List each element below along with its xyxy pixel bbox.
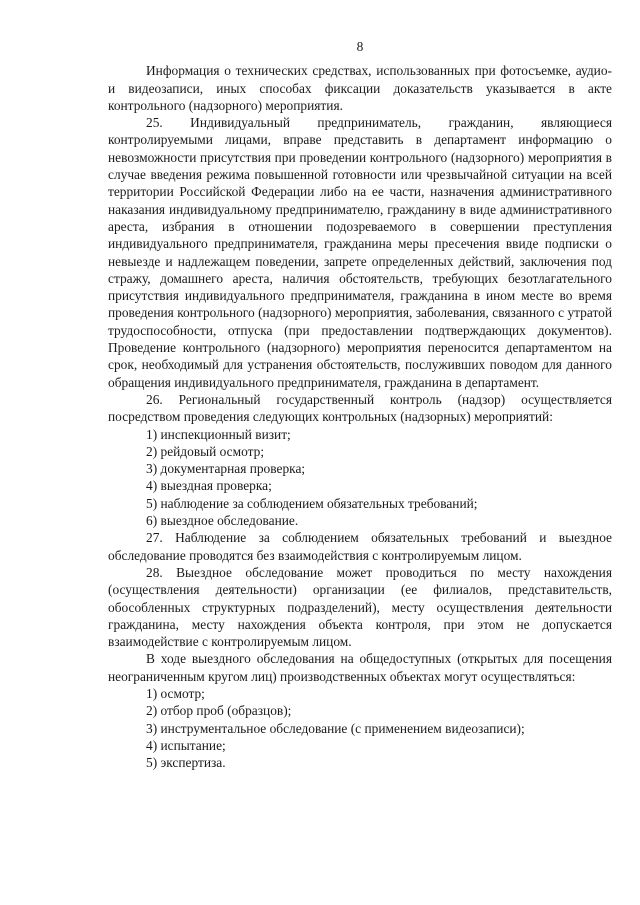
list-item: 4) испытание; bbox=[146, 737, 226, 753]
list-item: 3) документарная проверка; bbox=[146, 461, 306, 477]
list-item: 1) инспекционный визит; bbox=[146, 426, 291, 442]
list-item: 1) осмотр; bbox=[146, 685, 205, 701]
paragraph-28: 28. Выездное обследование может проводиться по месту нахождения (осуществления деятельности) организации (ее филиалов, представительств, обособленных структурных подразделений), месту осуществления деятельности гражданина, месту нахождения объекта контроля, при этом не допускается взаимодействие с контролируемым лицом. bbox=[108, 564, 612, 650]
list-26 bbox=[108, 426, 612, 530]
paragraph-26: 26. Региональный государственный контроль (надзор) осуществляется посредством проведения следующих контрольных (надзорных) мероприятий: bbox=[108, 391, 612, 425]
list-item: 6) выездное обследование. bbox=[146, 513, 299, 529]
list-item: 2) отбор проб (образцов); bbox=[146, 703, 292, 719]
page-number: 8 bbox=[356, 39, 364, 54]
list-item: 5) экспертиза. bbox=[146, 755, 226, 771]
paragraph-27: 27. Наблюдение за соблюдением обязательных требований и выездное обследование проводятся без взаимодействия с контролируемым лицом. bbox=[108, 530, 612, 563]
document-page bbox=[108, 38, 612, 771]
paragraph-intro: Информация о технических средствах, использованных при фотосъемке, аудио- и видеозаписи, иных способах фиксации доказательств указывается в акте контрольного (надзорного) мероприятия. bbox=[108, 63, 612, 113]
list-item: 3) инструментальное обследование (с применением видеозаписи); bbox=[146, 720, 525, 736]
list-28 bbox=[108, 685, 612, 771]
list-item: 2) рейдовый осмотр; bbox=[146, 443, 265, 459]
paragraph-28-continued: В ходе выездного обследования на общедоступных (открытых для посещения неограниченным кругом лиц) производственных объектах могут осуществляться: bbox=[108, 651, 612, 684]
list-item: 5) наблюдение за соблюдением обязательных требований; bbox=[146, 495, 478, 511]
list-item: 4) выездная проверка; bbox=[146, 478, 272, 494]
paragraph-25: 25. Индивидуальный предприниматель, гражданин, являющиеся контролируемыми лицами, вправе представить в департамент информацию о невозможности присутствия при проведении контрольного (надзорного) мероприятия в случае введения режима повышенной готовности или чрезвычайной ситуации на всей территории Российской Федерации либо на ее части, назначения административного наказания индивидуальному предпринимателю, гражданину в виде административного ареста, избрания в отношении подозреваемого в совершении преступления индивидуального предпринимателя, гражданина меры пресечения ввиде подписки о невыезде и надлежащем поведении, запрете определенных действий, заключения под стражу, домашнего ареста, наличия обстоятельств, требующих безотлагательного присутствия индивидуального предпринимателя, гражданина в ином месте во время проведения контрольного (надзорного) мероприятия, заболевания, связанного с утратой трудоспособности, отпуска (при предоставлении подтверждающих документов). Проведение контрольного (надзорного) мероприятия переносится департаментом на срок, необходимый для устранения обстоятельств, послуживших поводом для данного обращения индивидуального предпринимателя, гражданина в департамент. bbox=[108, 115, 612, 390]
